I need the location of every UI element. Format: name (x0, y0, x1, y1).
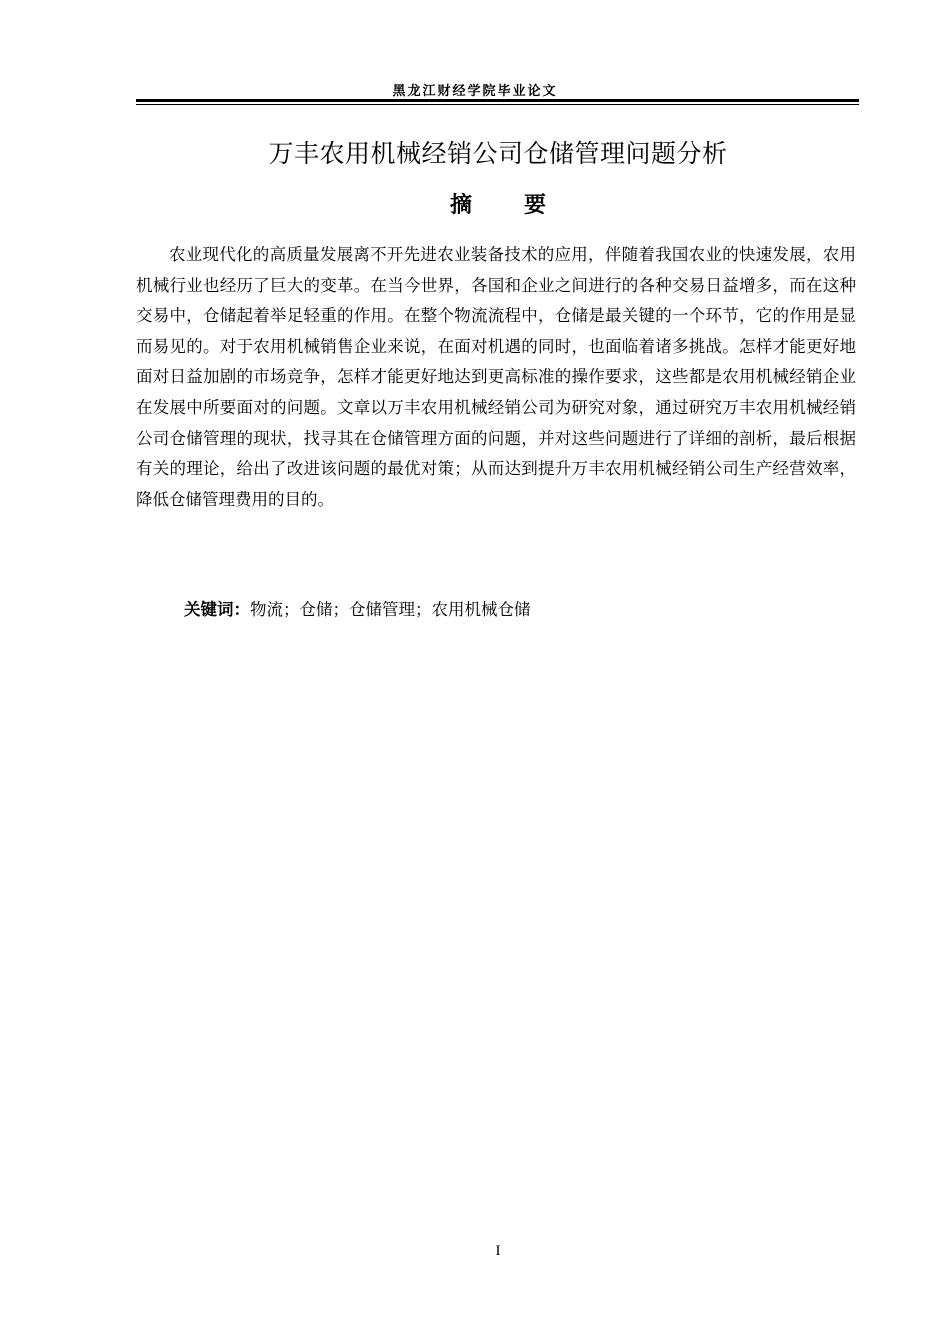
abstract-heading-char-1: 摘 (449, 193, 472, 218)
keywords-label: 关键词： (184, 600, 250, 619)
abstract-heading-char-2: 要 (524, 193, 547, 218)
keywords-value: 物流；仓储；仓储管理；农用机械仓储 (250, 600, 531, 619)
abstract-heading (0, 188, 950, 219)
document-title: 万丰农用机械经销公司仓储管理问题分析 (268, 139, 728, 168)
header-rule-thick (136, 99, 859, 102)
abstract-body: 农业现代化的高质量发展离不开先进农业装备技术的应用，伴随着我国农业的快速发展，农用机械行业也经历了巨大的变革。在当今世界，各国和企业之间进行的各种交易日益增多，而在这种交易中，仓储起着举足轻重的作用。在整个物流流程中，仓储是最关键的一个环节，它的作用是显而易见的。对于农用机械销售企业来说，在面对机遇的同时，也面临着诸多挑战。怎样才能更好地面对日益加剧的市场竞争，怎样才能更好地达到更高标准的操作要求，这些都是农用机械经销企业在发展中所要面对的问题。文章以万丰农用机械经销公司为研究对象，通过研究万丰农用机械经销公司仓储管理的现状，找寻其在仓储管理方面的问题，并对这些问题进行了详细的剖析，最后根据有关的理论，给出了改进该问题的最优对策；从而达到提升万丰农用机械经销公司生产经营效率，降低仓储管理费用的目的。 (136, 245, 856, 509)
running-header: 黑龙江财经学院毕业论文 (392, 84, 558, 99)
keywords-line (184, 596, 531, 624)
page-number: I (495, 1243, 501, 1259)
header-rule-thin (136, 104, 859, 105)
